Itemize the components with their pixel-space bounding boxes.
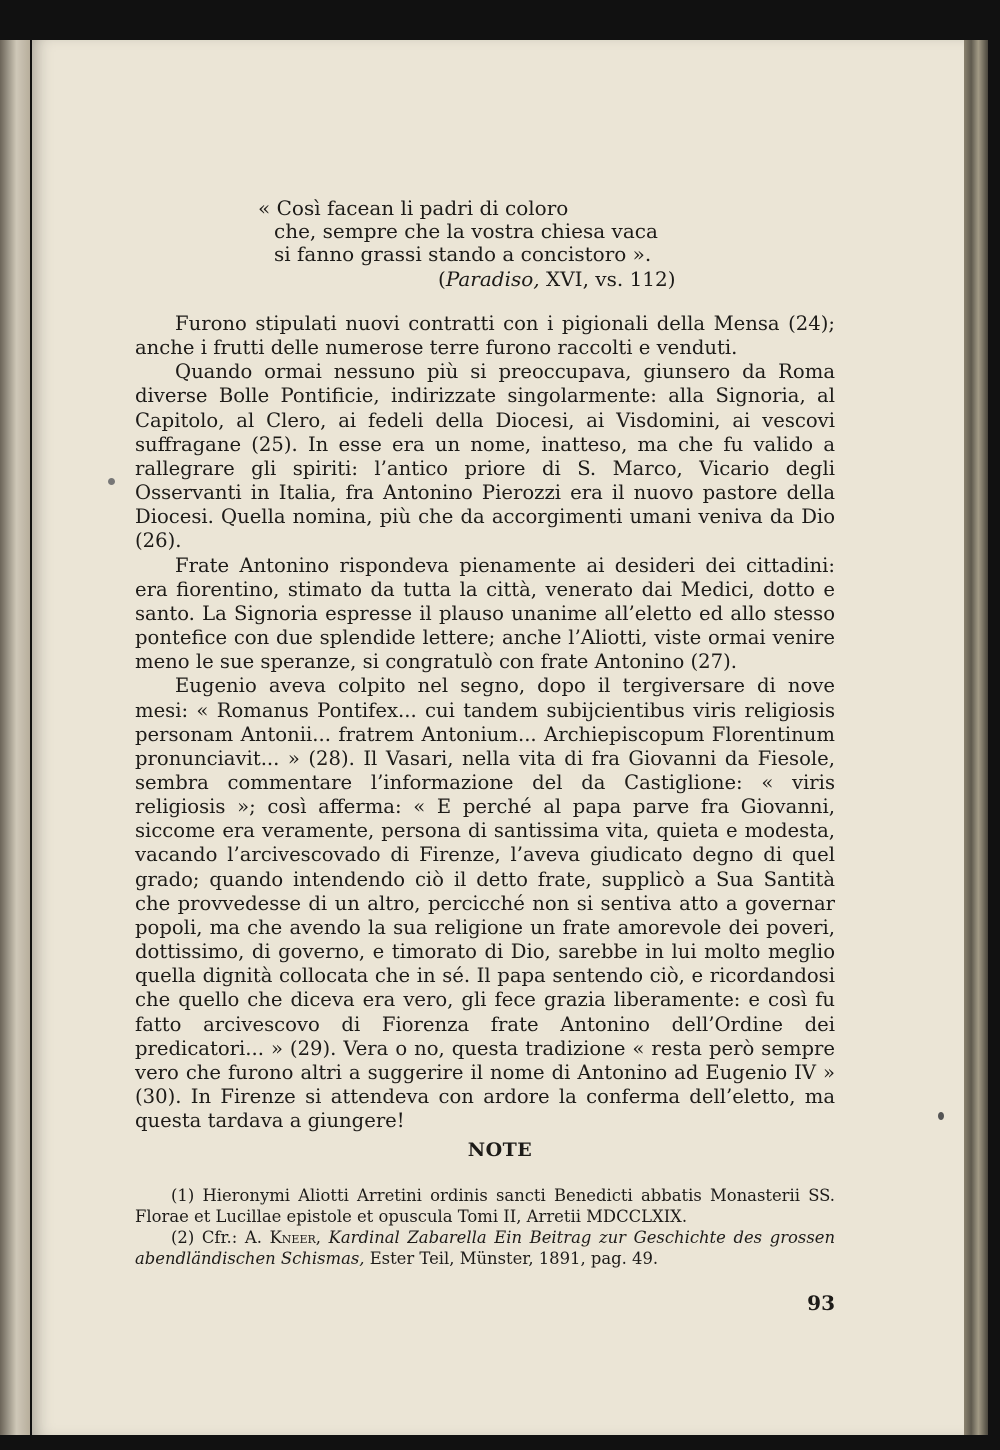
citation-open: (: [438, 267, 446, 291]
epigraph-line: si fanno grassi stando a concistoro ».: [274, 242, 652, 266]
paper-speck: [108, 478, 115, 485]
notes-heading: NOTE: [467, 1139, 533, 1161]
footnote-2: [135, 1227, 835, 1269]
note2-rest: Ester Teil, Münster, 1891, pag. 49.: [369, 1249, 659, 1268]
page-stack-edge: [964, 40, 988, 1435]
paragraph: Furono stipulati nuovi contratti con i pigionali della Mensa (24); anche i frutti delle numerose terre furono raccolti e venduti.: [135, 312, 835, 360]
epigraph-citation: [258, 268, 718, 291]
note2-title: Kardinal Zabarella Ein Beitrag zur Geschichte des grossen abendländischen Schismas,: [135, 1228, 835, 1268]
paragraph: Quando ormai nessuno più si preoccupava, giunsero da Roma diverse Bolle Pontificie, indirizzate singolarmente: alla Signoria, al Capitolo, al Clero, ai fedeli della Diocesi, ai Visdomini, ai vescovi suffragane (25). In esse era un nome, inatteso, ma che fu valido a rallegrare gli spiriti: l’antico priore di S. Marco, Vicario degli Osservanti in Italia, fra Antonino Pierozzi era il nuovo pastore della Diocesi. Quella nomina, più che da accorgimenti umani veniva da Dio (26).: [135, 360, 835, 553]
citation-ref: XVI, vs. 112): [546, 267, 676, 291]
facing-page-edge: [0, 40, 30, 1435]
epigraph-line: « Così facean li padri di coloro: [258, 196, 569, 220]
footnotes: [135, 1185, 835, 1269]
main-text: [135, 312, 835, 1133]
page-number: 93: [807, 1291, 835, 1315]
footnote-1: (1) Hieronymi Aliotti Arretini ordinis sancti Benedicti abbatis Monasterii SS. Florae et Lucillae epistole et opuscula Tomi II, Arretii MDCCLXIX.: [135, 1186, 835, 1226]
citation-title: Paradiso,: [445, 267, 540, 291]
epigraph-line: che, sempre che la vostra chiesa vaca: [274, 219, 658, 243]
paragraph: Frate Antonino rispondeva pienamente ai desideri dei cittadini: era fiorentino, stimato da tutta la città, venerato dai Medici, dotto e santo. La Signoria espresse il plauso unanime all’eletto ed allo stesso pontefice con due splendide lettere; anche l’Aliotti, viste ormai venire meno le sue speranze, si congratulò con frate Antonino (27).: [135, 553, 835, 674]
paragraph: Eugenio aveva colpito nel segno, dopo il tergiversare di nove mesi: « Romanus Pontifex... cui tandem subijcientibus viris religiosis personam Antonii... fratrem Antonium... Archiepiscopum Florentinum pronunciavit... » (28). Il Vasari, nella vita di fra Giovanni da Fiesole, sembra commentare l’informazione del da Castiglione: « viris religiosis »; così afferma: « E perché al papa parve fra Giovanni, siccome era veramente, persona di santissima vita, quieta e modesta, vacando l’arcivescovado di Firenze, l’aveva giudicato degno di quel grado; quando intendendo ciò il detto frate, supplicò a Sua Santità che provvedesse di un altro, percicché non si sentiva atto a governar popoli, ma che avendo la sua religione un frate amorevole dei poveri, dottissimo, di governo, e timorato di Dio, sarebbe in lui molto meglio quella dignità collocata che in sé. Il papa sentendo ciò, e ricordandosi che quello che diceva era vero, gli fece grazia liberamente: e così fu fatto arcivescovo di Fiorenza frate Antonino dell’Ordine dei predicatori... » (29). Vera o no, questa tradizione « resta però sempre vero che furono altri a suggerire il nome di Antonino ad Eugenio IV » (30). In Firenze si attendeva con ardore la conferma dell’eletto, ma questa tardava a giungere!: [135, 674, 835, 1133]
paper-speck: [938, 1112, 944, 1120]
epigraph: [258, 197, 718, 291]
note2-prefix: (2) Cfr.: A.: [171, 1228, 262, 1247]
note2-author: Kneer,: [269, 1228, 321, 1247]
